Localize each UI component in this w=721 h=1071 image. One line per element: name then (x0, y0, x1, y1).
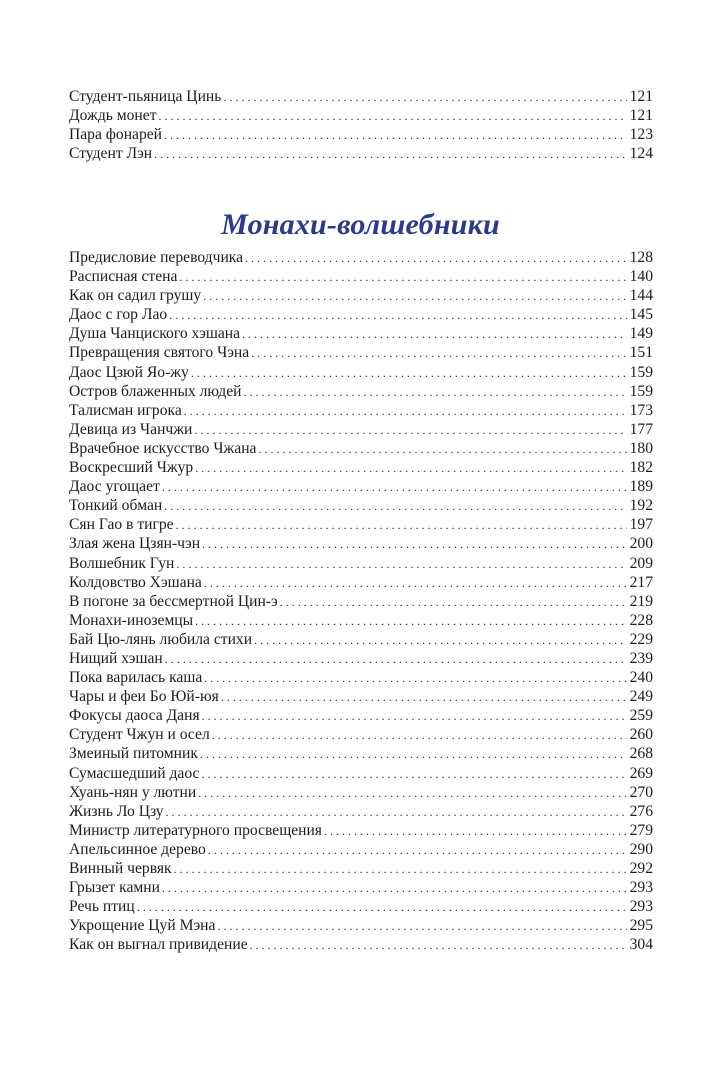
toc-entry-title: Монахи-иноземцы (69, 611, 194, 629)
toc-entry (69, 935, 653, 954)
toc-leader-dots (200, 534, 627, 553)
toc-entry (69, 744, 653, 763)
toc-entry (69, 706, 653, 725)
toc-entry (69, 802, 653, 821)
toc-leader-dots (210, 725, 627, 744)
toc-leader-dots (215, 916, 626, 935)
toc-entry-page: 217 (629, 573, 653, 591)
toc-leader-dots (221, 87, 626, 106)
toc-entry-page: 249 (629, 688, 653, 706)
toc-entry-title: Змеиный питомник (69, 745, 198, 763)
toc-entry-title: Даос угощает (69, 478, 160, 496)
toc-entry (69, 382, 653, 401)
toc-entry-page: 290 (629, 840, 653, 858)
toc-leader-dots (164, 802, 627, 821)
toc-entry-page: 293 (629, 898, 653, 916)
toc-entry-page: 173 (629, 401, 653, 419)
toc-leader-dots (162, 496, 626, 515)
toc-entry-page: 269 (629, 764, 653, 782)
toc-entry-page: 239 (629, 649, 653, 667)
toc-entry-title: Врачебное искусство Чжана (69, 439, 257, 457)
toc-entry (69, 573, 653, 592)
toc-entry-title: Превращения святого Чэна (69, 344, 250, 362)
toc-entry-title: Злая жена Цзян-чэн (69, 535, 201, 553)
toc-leader-dots (152, 144, 626, 163)
toc-leader-dots (177, 267, 626, 286)
toc-entry-title: Хуань-нян у лютни (69, 783, 197, 801)
toc-entry-title: Предисловие переводчика (69, 249, 244, 266)
toc-entry-page: 182 (629, 459, 653, 477)
toc-entry (69, 515, 653, 534)
toc-entry-title: Жизнь Ло Цзу (69, 802, 164, 820)
toc-entry (69, 305, 653, 324)
toc-leader-dots (193, 611, 626, 630)
toc-entry-title: Воскресший Чжур (69, 459, 194, 477)
toc-entry-title: Укрощение Цуй Мэна (69, 917, 216, 935)
toc-entry-title: Девица из Чанчжи (69, 420, 193, 438)
toc-entry-page: 159 (629, 382, 653, 400)
toc-entry-title: Сумасшедший даос (69, 764, 200, 782)
toc-entry-title: Студент-пьяница Цинь (69, 88, 222, 105)
toc-entry-title: Пока варилась каша (69, 669, 203, 687)
toc-entry (69, 554, 653, 573)
toc-list-main (69, 248, 653, 954)
toc-entry-title: Фокусы даоса Даня (69, 707, 200, 725)
toc-leader-dots (241, 382, 626, 401)
toc-entry (69, 764, 653, 783)
toc-entry (69, 687, 653, 706)
toc-entry-page: 268 (629, 745, 653, 763)
toc-leader-dots (174, 515, 627, 534)
toc-entry-title: Студент Чжун и осел (69, 726, 210, 744)
toc-leader-dots (202, 668, 626, 687)
toc-entry (69, 611, 653, 630)
toc-entry (69, 534, 653, 553)
toc-entry-page: 159 (629, 363, 653, 381)
toc-entry-title: Речь птиц (69, 898, 135, 916)
toc-entry-page: 121 (629, 88, 653, 105)
toc-entry (69, 725, 653, 744)
toc-entry-page: 295 (629, 917, 653, 935)
toc-entry-page: 180 (629, 439, 653, 457)
toc-entry-page: 149 (629, 325, 653, 343)
toc-entry-title: Студент Лэн (69, 145, 153, 163)
toc-entry (69, 592, 653, 611)
toc-leader-dots (172, 859, 627, 878)
toc-entry-title: Нищий хэшан (69, 649, 163, 667)
toc-entry-page: 209 (629, 554, 653, 572)
toc-entry (69, 324, 653, 343)
toc-entry-title: Как он садил грушу (69, 287, 202, 305)
toc-leader-dots (160, 477, 627, 496)
toc-entry-page: 124 (629, 145, 653, 163)
toc-entry-page: 279 (629, 821, 653, 839)
toc-entry (69, 420, 653, 439)
toc-entry-title: Тонкий обман (69, 497, 163, 515)
toc-entry (69, 267, 653, 286)
toc-leader-dots (200, 706, 627, 725)
toc-entry (69, 897, 653, 916)
toc-entry-title: Чары и феи Бо Юй-юя (69, 688, 219, 706)
toc-entry-page: 292 (629, 860, 653, 877)
toc-entry-title: Остров блаженных людей (69, 382, 242, 400)
toc-entry-page: 145 (629, 306, 653, 324)
toc-entry (69, 343, 653, 362)
toc-entry (69, 783, 653, 802)
toc-entry (69, 248, 653, 267)
toc-entry-page: 240 (629, 669, 653, 687)
toc-leader-dots (206, 840, 627, 859)
toc-entry (69, 859, 653, 878)
toc-entry-title: Пара фонарей (69, 126, 163, 144)
toc-leader-dots (157, 106, 627, 125)
toc-entry-page: 229 (629, 630, 653, 648)
toc-entry (69, 916, 653, 935)
toc-entry-page: 293 (629, 879, 653, 897)
toc-entry-page: 123 (629, 126, 653, 144)
toc-list-top (69, 87, 653, 163)
toc-entry (69, 840, 653, 859)
toc-leader-dots (196, 783, 626, 802)
toc-entry-page: 276 (629, 802, 653, 820)
toc-entry-title: Даос с гор Лао (69, 306, 168, 324)
toc-entry-page: 144 (629, 287, 653, 305)
toc-leader-dots (163, 649, 627, 668)
toc-leader-dots (182, 401, 627, 420)
toc-entry-title: Винный червяк (69, 860, 172, 877)
toc-entry-page: 260 (629, 726, 653, 744)
toc-entry-title: Колдовство Хэшана (69, 573, 202, 591)
toc-entry-page: 259 (629, 707, 653, 725)
section-heading: Монахи-волшебники (221, 208, 500, 241)
toc-entry (69, 286, 653, 305)
toc-entry (69, 649, 653, 668)
toc-entry (69, 363, 653, 382)
toc-leader-dots (249, 343, 626, 362)
toc-entry-page: 177 (629, 420, 653, 438)
toc-leader-dots (198, 744, 627, 763)
toc-entry (69, 496, 653, 515)
toc-leader-dots (162, 125, 627, 144)
toc-leader-dots (174, 554, 626, 573)
toc-leader-dots (219, 687, 627, 706)
toc-entry-title: В погоне за бессмертной Цин-э (69, 592, 278, 610)
toc-entry-title: Душа Чанциского хэшана (69, 325, 241, 343)
toc-leader-dots (193, 458, 626, 477)
toc-leader-dots (278, 592, 627, 611)
toc-entry (69, 458, 653, 477)
toc-entry-title: Дождь монет (69, 107, 157, 125)
toc-entry (69, 630, 653, 649)
toc-entry-page: 200 (629, 535, 653, 553)
toc-leader-dots (192, 420, 626, 439)
toc-leader-dots (248, 935, 627, 954)
toc-leader-dots (199, 764, 626, 783)
toc-leader-dots (243, 248, 627, 267)
toc-entry-page: 189 (629, 478, 653, 496)
toc-entry-page: 128 (629, 249, 653, 266)
toc-leader-dots (167, 305, 626, 324)
toc-leader-dots (202, 573, 627, 592)
toc-entry-page: 192 (629, 497, 653, 515)
toc-entry (69, 878, 653, 897)
toc-entry (69, 477, 653, 496)
toc-entry-page: 121 (629, 107, 653, 125)
toc-leader-dots (160, 878, 627, 897)
toc-entry-page: 219 (629, 592, 653, 610)
toc-entry (69, 87, 653, 106)
toc-entry-page: 197 (629, 516, 653, 534)
toc-entry-page: 228 (629, 611, 653, 629)
toc-entry (69, 401, 653, 420)
toc-entry-page: 304 (629, 936, 653, 954)
toc-leader-dots (201, 286, 626, 305)
toc-leader-dots (322, 821, 627, 840)
toc-entry-title: Апельсинное дерево (69, 840, 206, 858)
toc-entry (69, 125, 653, 144)
toc-leader-dots (135, 897, 627, 916)
toc-entry-title: Талисман игрока (69, 401, 182, 419)
toc-entry-page: 270 (629, 783, 653, 801)
toc-entry (69, 144, 653, 163)
toc-entry-title: Сян Гао в тигре (69, 516, 174, 534)
toc-leader-dots (240, 324, 627, 343)
toc-entry (69, 106, 653, 125)
toc-leader-dots (189, 363, 627, 382)
toc-entry-title: Грызет камни (69, 879, 160, 897)
toc-entry-title: Министр литературного просвещения (69, 821, 322, 839)
toc-entry (69, 668, 653, 687)
toc-leader-dots (256, 439, 626, 458)
toc-leader-dots (252, 630, 627, 649)
toc-entry-title: Как он выгнал привидение (69, 936, 248, 954)
toc-entry-title: Бай Цю-лянь любила стихи (69, 630, 253, 648)
toc-entry-title: Расписная стена (69, 268, 178, 286)
toc-entry-page: 151 (629, 344, 653, 362)
toc-entry-title: Даос Цзюй Яо-жу (69, 363, 189, 381)
toc-entry (69, 821, 653, 840)
toc-entry-page: 140 (629, 268, 653, 286)
toc-entry-title: Волшебник Гун (69, 554, 175, 572)
toc-entry (69, 439, 653, 458)
